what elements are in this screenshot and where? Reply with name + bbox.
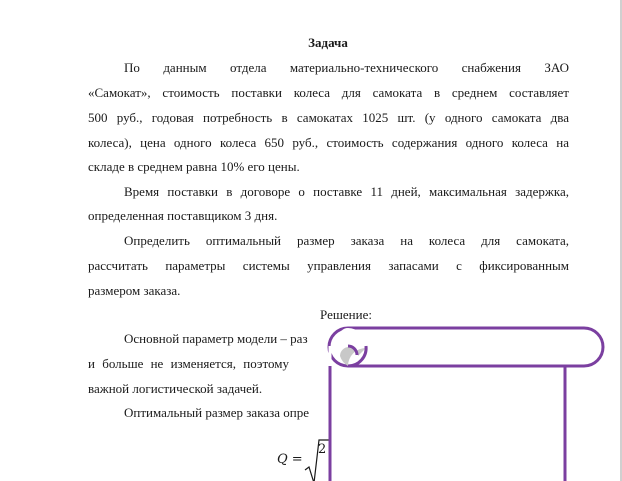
paragraph-2-line-2: определенная поставщиком 3 дня. [88,208,278,223]
eoq-formula-lhs: Q = [277,452,303,467]
paragraph-4-line-1: Основной параметр модели – раз [124,331,308,346]
scroll-banner-shape[interactable] [326,324,606,481]
paragraph-1-line-5: складе в среднем равна 10% его цены. [88,159,300,174]
paragraph-2-line-1: Время поставки в договоре о поставке 11 дней, максимальная задержка, [124,184,569,199]
paragraph-1-line-4: колеса), цена одного колеса 650 руб., стоимость содержания одного колеса на [88,135,569,150]
paragraph-5-line-1: Оптимальный размер заказа опре [124,405,309,420]
formula-radicand: 2 [318,442,327,457]
paragraph-4-line-3: важной логистической задачей. [88,381,263,396]
paragraph-3-line-2: рассчитать параметры системы управления запасами с фиксированным [88,258,569,273]
paragraph-1-line-1: По данным отдела материально-технического снабжения ЗАО [124,60,569,75]
paragraph-3-line-3: размером заказа. [88,283,181,298]
solution-heading: Решение: [320,307,372,322]
paragraph-4-line-2: и больше не изменяется, поэтому [88,356,289,371]
paragraph-1-line-3: 500 руб., годовая потребность в самокатах 1025 шт. (у одного самоката два [88,110,569,125]
document-title: Задача [308,35,348,50]
paragraph-1-line-2: «Самокат», стоимость поставки колеса для самоката в среднем составляет [88,85,569,100]
paragraph-3-line-1: Определить оптимальный размер заказа на колеса для самоката, [124,233,569,248]
